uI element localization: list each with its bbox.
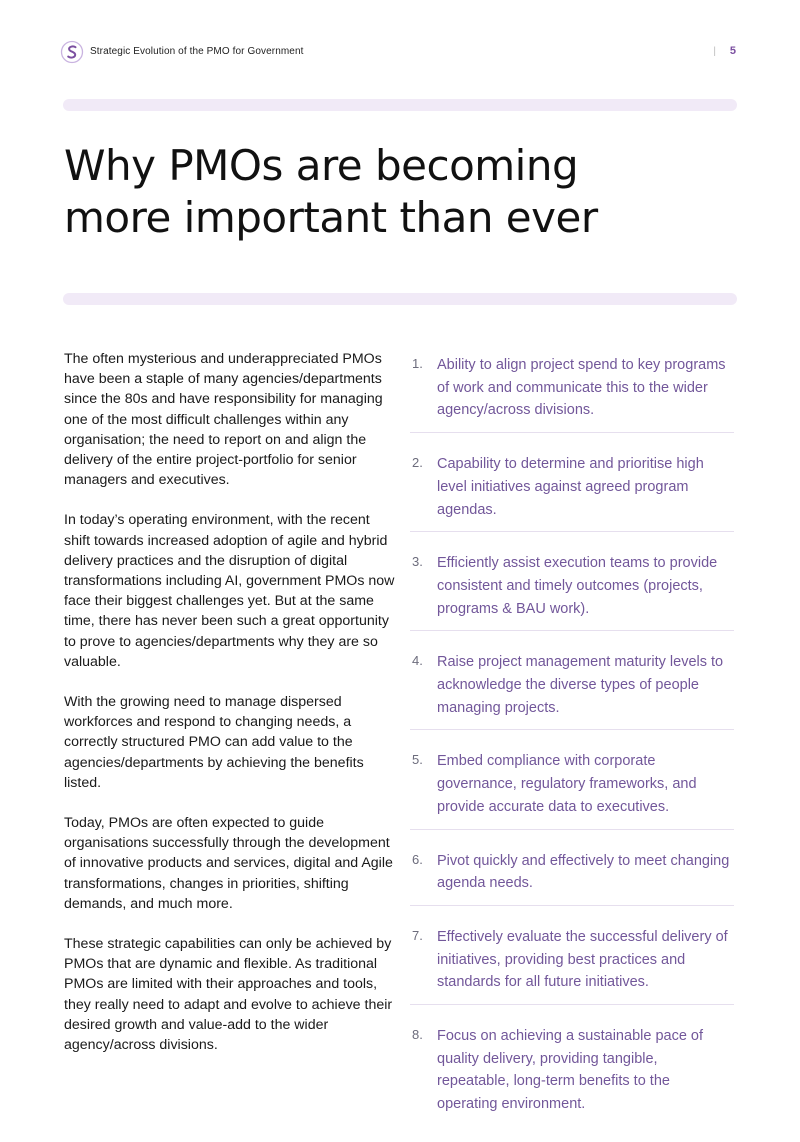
decorative-bar-bottom <box>63 293 737 305</box>
benefit-item <box>410 922 734 1005</box>
benefit-text: Embed compliance with corporate governance, regulatory frameworks, and provide accurate data to executives. <box>437 753 697 815</box>
benefit-text: Efficiently assist execution teams to provide consistent and timely outcomes (projects, programs & BAU work). <box>437 555 718 617</box>
benefit-item <box>410 548 734 631</box>
benefit-text: Ability to align project spend to key programs of work and communicate this to the wider agency/across divisions. <box>437 357 726 419</box>
benefit-number: 2. <box>412 455 423 471</box>
heading-line-2: more important than ever <box>64 193 598 242</box>
benefit-text: Raise project management maturity levels to acknowledge the diverse types of people managing projects. <box>437 654 724 716</box>
paragraph: In today’s operating environment, with the recent shift towards increased adoption of agile and hybrid delivery practices and the disruption of digital transformations including AI, government PMOs now face their biggest challenges yet. But at the same time, there has never been such a great opportunity to prove to agencies/departments why they are so valuable. <box>64 512 395 670</box>
paragraph: The often mysterious and underappreciated PMOs have been a staple of many agencies/departments since the 80s and have responsibility for managing one of the most difficult challenges within any organisation; the need to report on and align the delivery of the entire project-portfolio for senior managers and executives. <box>64 351 383 489</box>
page-header <box>60 40 740 66</box>
logo-icon <box>60 40 84 64</box>
benefit-text: Pivot quickly and effectively to meet changing agenda needs. <box>437 852 730 892</box>
benefits-list <box>410 350 734 1142</box>
paragraph: With the growing need to manage dispersed workforces and respond to changing needs, a correctly structured PMO can add value to the agencies/departments by achieving the benefits listed. <box>64 694 364 791</box>
paragraph: These strategic capabilities can only be achieved by PMOs that are dynamic and flexible. As traditional PMOs are limited with their approaches and tools, they really need to adapt and evolve to achieve their desired growth and value-add to the wider agency/across divisions. <box>64 936 393 1054</box>
benefit-item <box>410 350 734 433</box>
benefit-item <box>410 647 734 730</box>
page-number: 5 <box>729 45 736 57</box>
benefit-number: 1. <box>412 356 423 371</box>
benefit-number: 7. <box>412 927 423 943</box>
benefit-number: 6. <box>412 851 423 867</box>
decorative-bar-top <box>63 99 737 111</box>
benefit-text: Capability to determine and prioritise high level initiatives against agreed program agendas. <box>437 456 704 518</box>
benefit-item <box>410 846 734 906</box>
benefit-text: Focus on achieving a sustainable pace of quality delivery, providing tangible, repeatable, long-term benefits to the operating environment. <box>437 1028 704 1113</box>
header-separator: | <box>713 46 716 57</box>
paragraph: Today, PMOs are often expected to guide organisations successfully through the development of innovative products and services, digital and Agile transformations, changes in priorities, shifting demands, and much more. <box>64 815 393 912</box>
page-heading <box>64 140 684 244</box>
benefit-number: 3. <box>412 554 423 570</box>
document-title: Strategic Evolution of the PMO for Government <box>90 46 304 57</box>
benefit-item <box>410 746 734 829</box>
benefit-number: 4. <box>412 653 423 669</box>
benefit-number: 5. <box>412 752 423 768</box>
benefit-item <box>410 449 734 532</box>
benefit-item <box>410 1021 734 1126</box>
body-text <box>64 349 396 1075</box>
heading-line-1: Why PMOs are becoming <box>64 141 579 190</box>
benefit-text: Effectively evaluate the successful delivery of initiatives, providing best practices and standards for all future initiatives. <box>437 928 728 991</box>
benefit-number: 8. <box>412 1027 423 1043</box>
